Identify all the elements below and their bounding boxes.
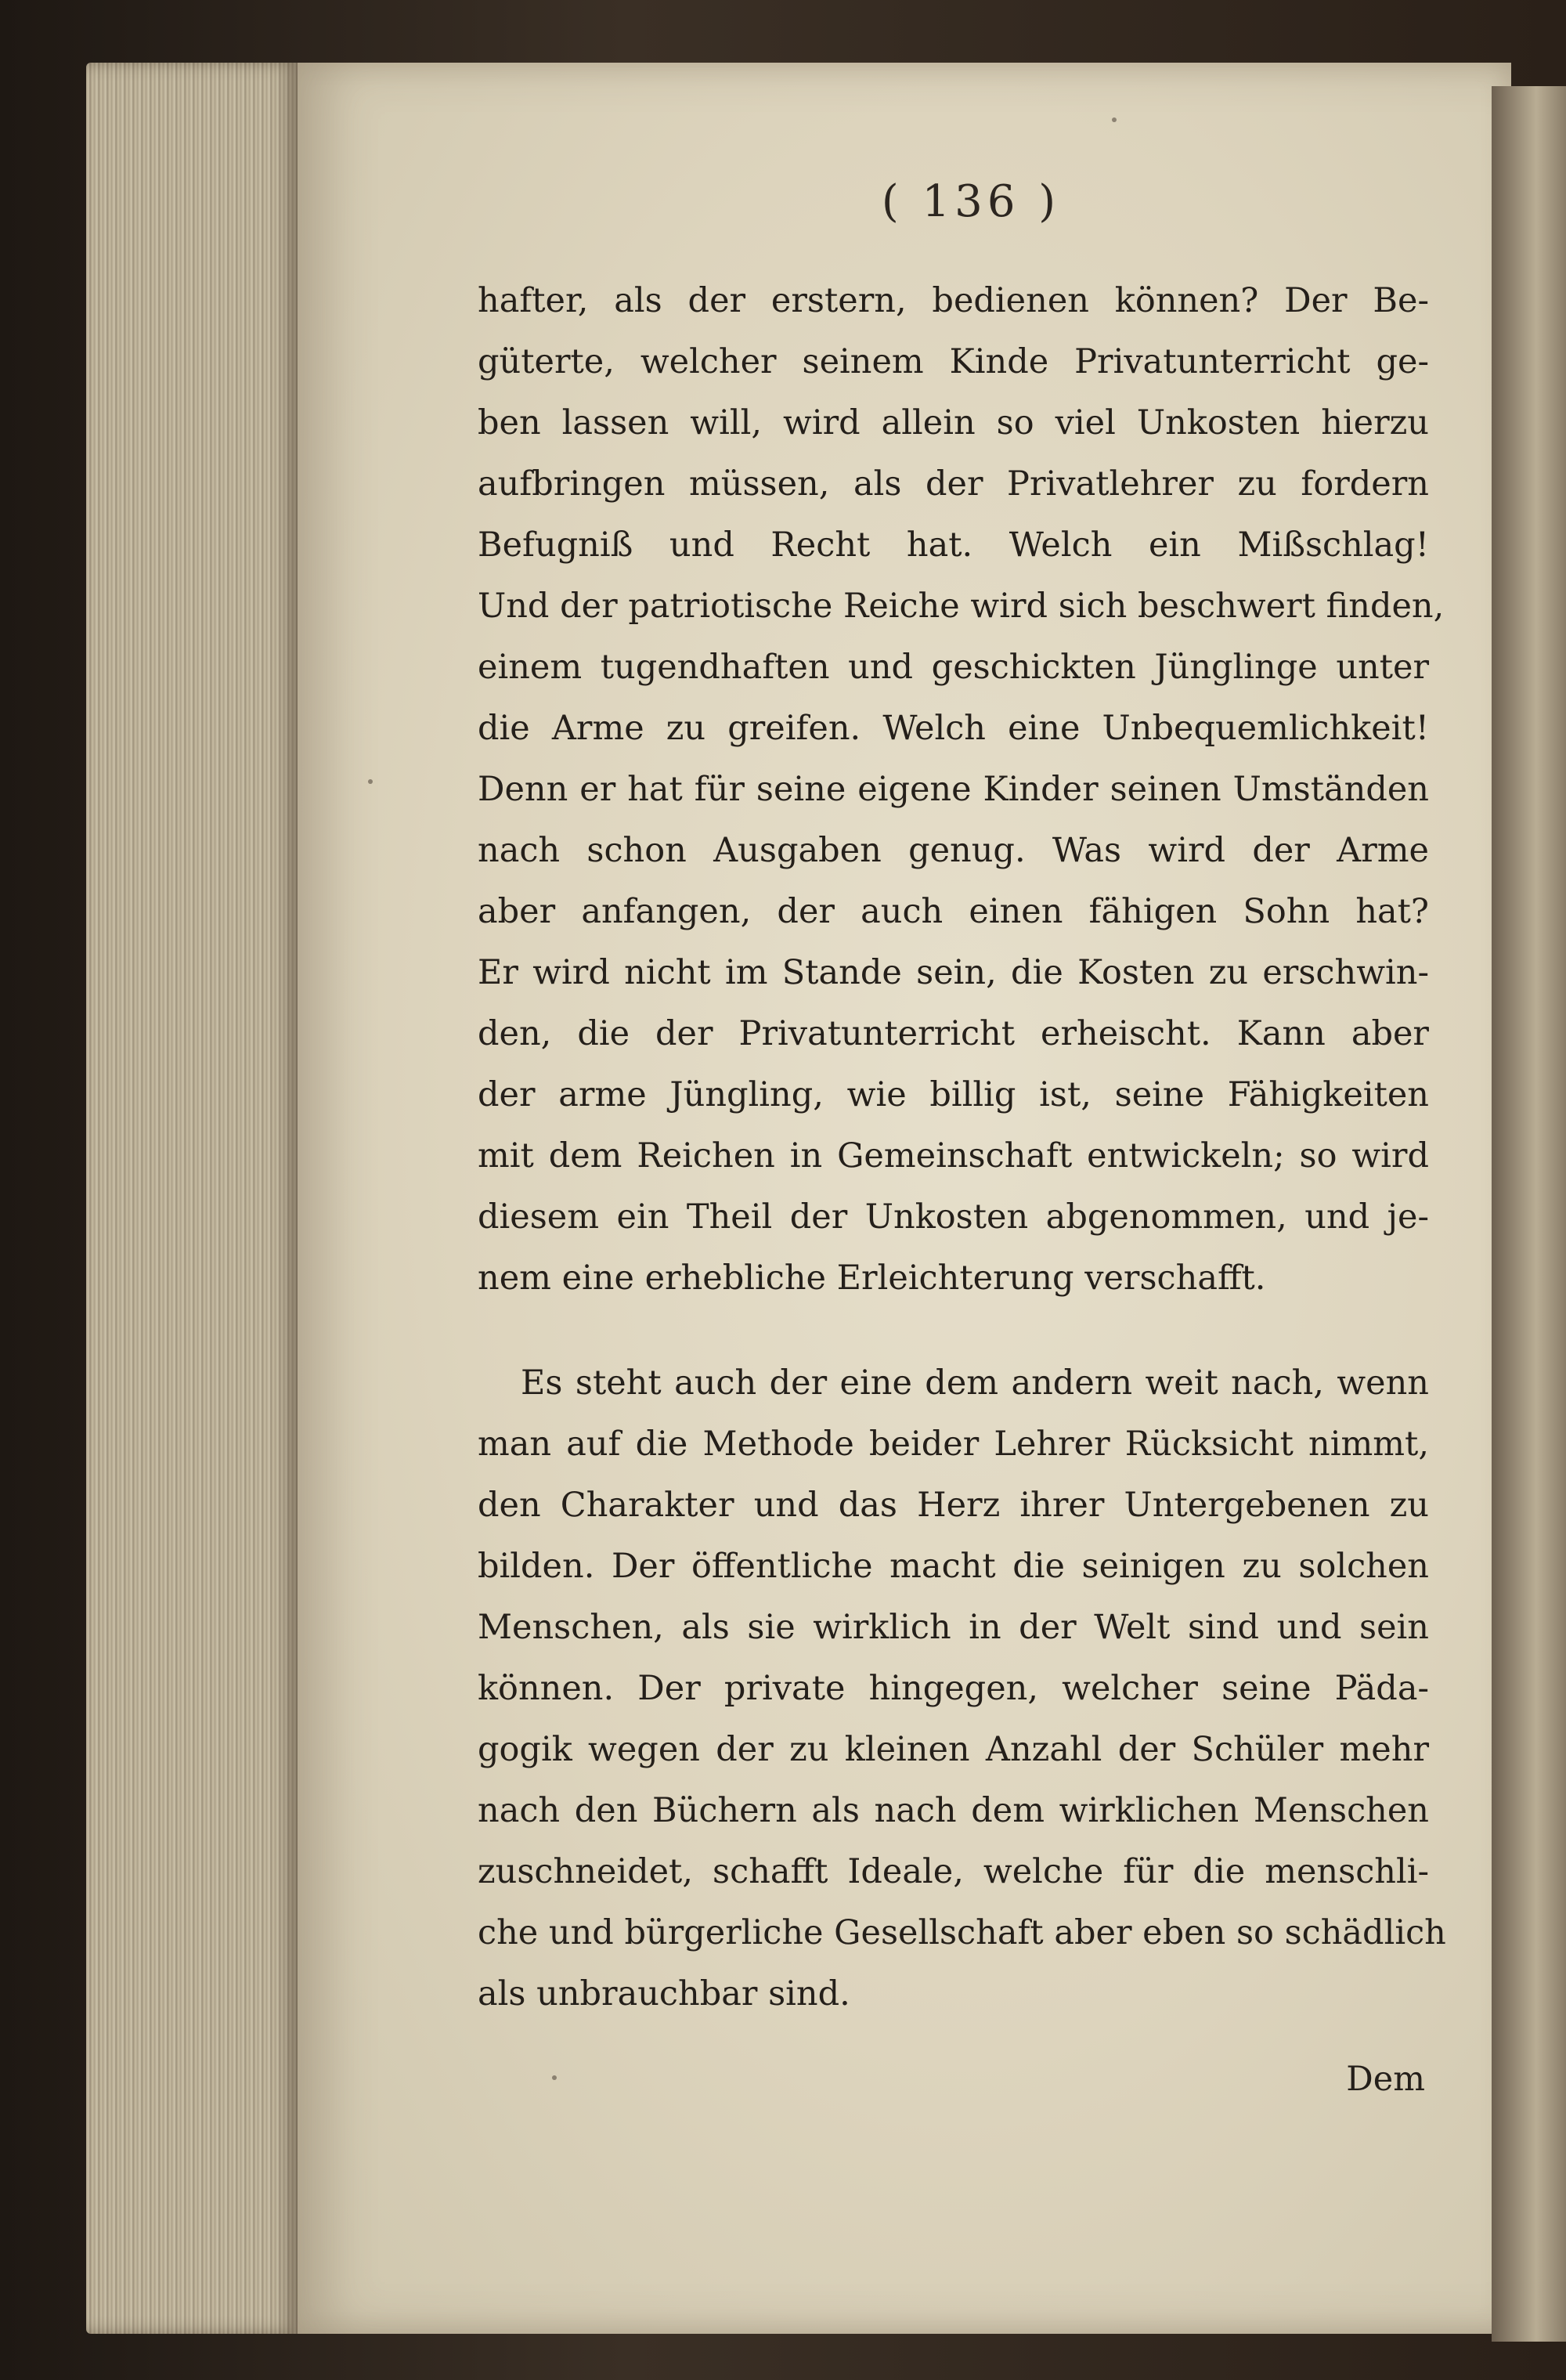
text-line: Er wird nicht im Stande sein, die Kosten zu erschwin- <box>478 953 1429 992</box>
text-line: ben lassen will, wird allein so viel Unkosten hierzu <box>478 403 1429 442</box>
text-line: man auf die Methode beider Lehrer Rücksicht nimmt, <box>478 1425 1429 1464</box>
text-line: nach den Büchern als nach dem wirklichen Menschen <box>478 1791 1429 1830</box>
paper-speck <box>552 2075 557 2080</box>
catchword: Dem <box>1346 2060 1425 2099</box>
text-line: gogik wegen der zu kleinen Anzahl der Schüler mehr <box>478 1730 1429 1769</box>
text-line: den, die der Privatunterricht erheischt. Kann aber <box>478 1014 1429 1053</box>
text-line: die Arme zu greifen. Welch eine Unbequemlichkeit! <box>478 709 1429 748</box>
text-line: zuschneidet, schafft Ideale, welche für die menschli- <box>478 1852 1429 1891</box>
text-line: einem tugendhaften und geschickten Jünglinge unter <box>478 648 1429 687</box>
text-line: Denn er hat für seine eigene Kinder seinen Umständen <box>478 770 1429 809</box>
text-line: aber anfangen, der auch einen fähigen Sohn hat? <box>478 892 1429 931</box>
text-line: den Charakter und das Herz ihrer Untergebenen zu <box>478 1486 1429 1525</box>
paragraph-1 <box>478 270 1445 1309</box>
page-edges <box>86 63 298 2334</box>
paragraph-gap <box>478 1309 1429 1353</box>
text-line: Menschen, als sie wirklich in der Welt sind und sein <box>478 1608 1429 1647</box>
text-line: der arme Jüngling, wie billig ist, seine Fähigkeiten <box>478 1075 1429 1114</box>
page-number: ( 136 ) <box>881 176 1061 227</box>
text-line: che und bürgerliche Gesellschaft aber eben so schädlich <box>478 1913 1446 1952</box>
text-line: Befugniß und Recht hat. Welch ein Mißschlag! <box>478 525 1429 565</box>
text-line: können. Der private hingegen, welcher seine Päda- <box>478 1669 1429 1708</box>
text-line: aufbringen müssen, als der Privatlehrer zu fordern <box>478 464 1429 504</box>
text-line: Es steht auch der eine dem andern weit nach, wenn <box>521 1363 1429 1403</box>
paragraph-2 <box>478 1353 1446 2024</box>
text-line: diesem ein Theil der Unkosten abgenommen, und je- <box>478 1197 1429 1237</box>
text-line: bilden. Der öffentliche macht die seinigen zu solchen <box>478 1547 1429 1586</box>
text-line: mit dem Reichen in Gemeinschaft entwickeln; so wird <box>478 1136 1429 1176</box>
text-line: nem eine erhebliche Erleichterung verschafft. <box>478 1259 1266 1298</box>
text-line: Und der patriotische Reiche wird sich beschwert finden, <box>478 587 1445 626</box>
facing-page-edge <box>1492 86 1566 2342</box>
text-line: hafter, als der erstern, bedienen können? Der Be- <box>478 281 1429 320</box>
body-text <box>478 270 1446 2024</box>
text-line: nach schon Ausgaben genug. Was wird der Arme <box>478 831 1429 870</box>
text-line: als unbrauchbar sind. <box>478 1974 850 2013</box>
paper-speck <box>1112 117 1117 122</box>
paper-speck <box>368 779 373 784</box>
text-line: güterte, welcher seinem Kinde Privatunterricht ge- <box>478 342 1429 381</box>
